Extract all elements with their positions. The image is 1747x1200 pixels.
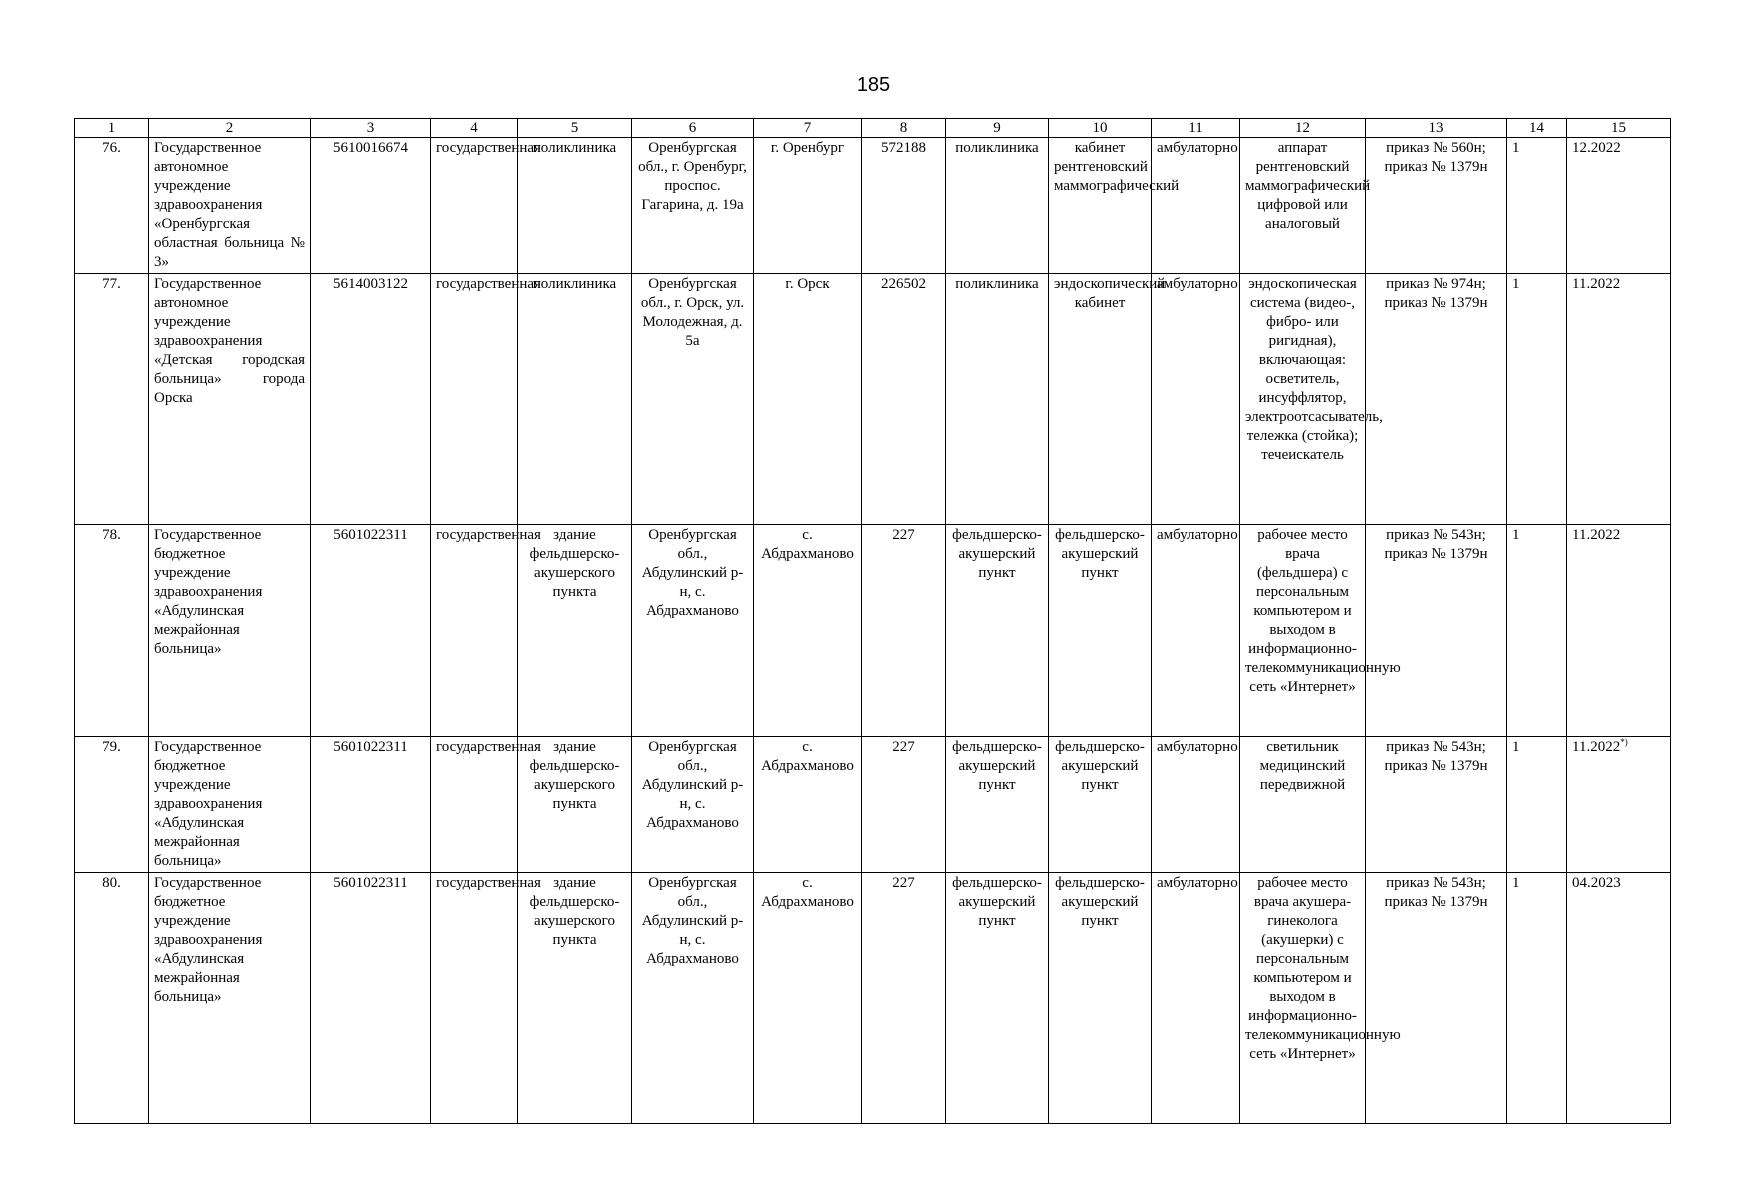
inn: 5614003122 bbox=[311, 274, 431, 525]
settlement: с. Абдрахманово bbox=[754, 525, 862, 737]
column-number-row bbox=[75, 119, 1671, 138]
col-header: 7 bbox=[754, 119, 862, 138]
equipment: рабочее место врача (фельдшера) с персональным компьютером и выходом в информационно-телекоммуникационную сеть «Интернет» bbox=[1240, 525, 1366, 737]
col-header: 5 bbox=[518, 119, 632, 138]
care-type: амбулаторно bbox=[1152, 525, 1240, 737]
date-value: 11.2022 bbox=[1572, 527, 1621, 543]
ownership: государственная bbox=[431, 138, 518, 274]
table-row bbox=[75, 525, 1671, 737]
order: приказ № 560н; приказ № 1379н bbox=[1366, 138, 1507, 274]
ownership: государственная bbox=[431, 525, 518, 737]
address: Оренбургская обл., г. Орск, ул. Молодежная, д. 5а bbox=[632, 274, 754, 525]
col-header: 3 bbox=[311, 119, 431, 138]
row-number: 80. bbox=[75, 873, 149, 1124]
row-number: 76. bbox=[75, 138, 149, 274]
inn: 5601022311 bbox=[311, 525, 431, 737]
table-header bbox=[75, 119, 1671, 138]
row-number: 77. bbox=[75, 274, 149, 525]
unit: фельдшерско-акушерский пункт bbox=[946, 525, 1049, 737]
ownership: государственная bbox=[431, 274, 518, 525]
date bbox=[1567, 737, 1671, 873]
population: 227 bbox=[862, 737, 946, 873]
date bbox=[1567, 873, 1671, 1124]
col-header: 13 bbox=[1366, 119, 1507, 138]
unit: фельдшерско-акушерский пункт bbox=[946, 737, 1049, 873]
equipment: рабочее место врача акушера-гинеколога (акушерки) с персональным компьютером и выходом в информационно-телекоммуникационную сеть «Интернет» bbox=[1240, 873, 1366, 1124]
equipment: светильник медицинский передвижной bbox=[1240, 737, 1366, 873]
col-header: 12 bbox=[1240, 119, 1366, 138]
care-type: амбулаторно bbox=[1152, 274, 1240, 525]
ownership: государственная bbox=[431, 737, 518, 873]
date-value: 11.2022 bbox=[1572, 276, 1621, 292]
order: приказ № 543н; приказ № 1379н bbox=[1366, 873, 1507, 1124]
unit: поликлиника bbox=[946, 138, 1049, 274]
date-value: 12.2022 bbox=[1572, 140, 1621, 156]
room: эндоскопический кабинет bbox=[1049, 274, 1152, 525]
organization-name: Государственное бюджетное учреждение здравоохранения «Абдулинская межрайонная больница» bbox=[149, 525, 311, 737]
settlement: с. Абдрахманово bbox=[754, 873, 862, 1124]
col-header: 15 bbox=[1567, 119, 1671, 138]
care-type: амбулаторно bbox=[1152, 873, 1240, 1124]
date-value: 04.2023 bbox=[1572, 875, 1621, 891]
population: 226502 bbox=[862, 274, 946, 525]
table-row bbox=[75, 873, 1671, 1124]
room: фельдшерско-акушерский пункт bbox=[1049, 737, 1152, 873]
col-header: 4 bbox=[431, 119, 518, 138]
population: 572188 bbox=[862, 138, 946, 274]
address: Оренбургская обл., Абдулинский р-н, с. Абдрахманово bbox=[632, 737, 754, 873]
table-row bbox=[75, 737, 1671, 873]
col-header: 1 bbox=[75, 119, 149, 138]
page-number: 185 bbox=[856, 74, 891, 96]
col-header: 14 bbox=[1507, 119, 1567, 138]
col-header: 10 bbox=[1049, 119, 1152, 138]
organization-name: Государственное автономное учреждение здравоохранения «Оренбургская областная больница № 3» bbox=[149, 138, 311, 274]
care-type: амбулаторно bbox=[1152, 138, 1240, 274]
settlement: г. Оренбург bbox=[754, 138, 862, 274]
date bbox=[1567, 274, 1671, 525]
care-type: амбулаторно bbox=[1152, 737, 1240, 873]
equipment: аппарат рентгеновский маммографический цифровой или аналоговый bbox=[1240, 138, 1366, 274]
row-number: 78. bbox=[75, 525, 149, 737]
equipment: эндоскопическая система (видео-, фибро- или ригидная), включающая: осветитель, инсуффлятор, электроотсасыватель, тележка (стойка); течеискатель bbox=[1240, 274, 1366, 525]
col-header: 9 bbox=[946, 119, 1049, 138]
date bbox=[1567, 138, 1671, 274]
col-header: 2 bbox=[149, 119, 311, 138]
col-header: 6 bbox=[632, 119, 754, 138]
building: поликлиника bbox=[518, 138, 632, 274]
room: кабинет рентгеновский маммографический bbox=[1049, 138, 1152, 274]
address: Оренбургская обл., г. Оренбург, проспос. Гагарина, д. 19а bbox=[632, 138, 754, 274]
quantity: 1 bbox=[1507, 873, 1567, 1124]
col-header: 11 bbox=[1152, 119, 1240, 138]
room: фельдшерско-акушерский пункт bbox=[1049, 525, 1152, 737]
building: поликлиника bbox=[518, 274, 632, 525]
order: приказ № 543н; приказ № 1379н bbox=[1366, 737, 1507, 873]
quantity: 1 bbox=[1507, 138, 1567, 274]
order: приказ № 543н; приказ № 1379н bbox=[1366, 525, 1507, 737]
settlement: с. Абдрахманово bbox=[754, 737, 862, 873]
organization-name: Государственное автономное учреждение здравоохранения «Детская городская больница» города Орска bbox=[149, 274, 311, 525]
building: здание фельдшерско-акушерского пункта bbox=[518, 737, 632, 873]
table-row bbox=[75, 274, 1671, 525]
quantity: 1 bbox=[1507, 525, 1567, 737]
row-number: 79. bbox=[75, 737, 149, 873]
inn: 5601022311 bbox=[311, 737, 431, 873]
date-note: *) bbox=[1620, 737, 1628, 747]
population: 227 bbox=[862, 873, 946, 1124]
organization-name: Государственное бюджетное учреждение здравоохранения «Абдулинская межрайонная больница» bbox=[149, 737, 311, 873]
order: приказ № 974н; приказ № 1379н bbox=[1366, 274, 1507, 525]
organization-name: Государственное бюджетное учреждение здравоохранения «Абдулинская межрайонная больница» bbox=[149, 873, 311, 1124]
building: здание фельдшерско-акушерского пункта bbox=[518, 873, 632, 1124]
unit: фельдшерско-акушерский пункт bbox=[946, 873, 1049, 1124]
date-value: 11.2022 bbox=[1572, 739, 1621, 755]
building: здание фельдшерско-акушерского пункта bbox=[518, 525, 632, 737]
address: Оренбургская обл., Абдулинский р-н, с. Абдрахманово bbox=[632, 525, 754, 737]
settlement: г. Орск bbox=[754, 274, 862, 525]
population: 227 bbox=[862, 525, 946, 737]
ownership: государственная bbox=[431, 873, 518, 1124]
inn: 5601022311 bbox=[311, 873, 431, 1124]
room: фельдшерско-акушерский пункт bbox=[1049, 873, 1152, 1124]
equipment-table bbox=[74, 118, 1671, 1124]
unit: поликлиника bbox=[946, 274, 1049, 525]
inn: 5610016674 bbox=[311, 138, 431, 274]
quantity: 1 bbox=[1507, 737, 1567, 873]
table-row bbox=[75, 138, 1671, 274]
col-header: 8 bbox=[862, 119, 946, 138]
date bbox=[1567, 525, 1671, 737]
address: Оренбургская обл., Абдулинский р-н, с. Абдрахманово bbox=[632, 873, 754, 1124]
quantity: 1 bbox=[1507, 274, 1567, 525]
